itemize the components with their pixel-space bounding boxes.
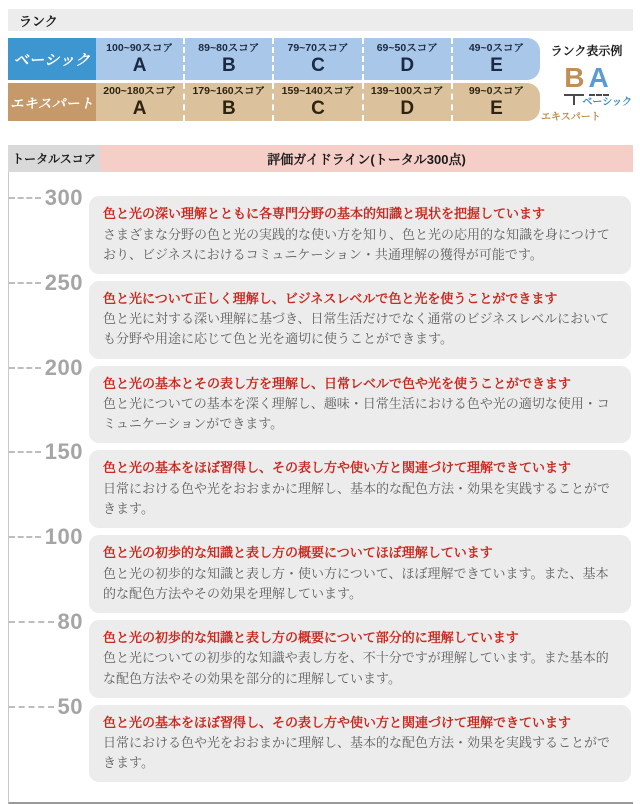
score-scale xyxy=(8,172,633,804)
tick-dash xyxy=(9,451,41,453)
page xyxy=(8,9,633,804)
guideline-body: 色と光についての基本を深く理解し、趣味・日常生活における色や光の適切な使用・コミュニケーションができます。 xyxy=(103,396,610,432)
guideline-title: 色と光の初歩的な知識と表し方の概要について部分的に理解しています xyxy=(103,629,519,645)
rank-display-example xyxy=(540,38,633,121)
guideline-body: さまざまな分野の色と光の実践的な使い方を知り、色と光の応用的な知識を身につけており、ビジネスにおけるコミュニケーション・共通理解の獲得が可能です。 xyxy=(103,226,610,262)
guideline-body: 色と光についての初歩的な知識や表し方を、不十分ですが理解しています。また基本的な配色方法やその効果を部分的に理解しています。 xyxy=(103,650,609,686)
grade-letter: D xyxy=(400,97,415,119)
guideline-title: 色と光について正しく理解し、ビジネスレベルで色と光を使うことができます xyxy=(103,290,558,306)
score-number: 50 xyxy=(57,693,83,719)
level-row-80 xyxy=(57,608,631,698)
score-range: 139~100スコア xyxy=(370,84,444,97)
total-score-header xyxy=(8,145,633,172)
level-row-150 xyxy=(44,439,631,528)
score-range: 99~0スコア xyxy=(468,84,524,97)
score-marker-300 xyxy=(9,186,83,210)
score-range: 100~90スコア xyxy=(106,41,174,54)
expert-connector-tick xyxy=(573,96,575,105)
rank-cell-basic-d xyxy=(362,38,451,80)
guideline-header: 評価ガイドライン(トータル300点) xyxy=(100,145,633,172)
score-range: 200~180スコア xyxy=(103,84,176,97)
guideline-card xyxy=(89,281,631,359)
guideline-card xyxy=(89,450,631,528)
grade-letter: A xyxy=(132,54,147,76)
grade-letter: E xyxy=(490,54,503,76)
score-marker-80 xyxy=(9,610,83,634)
rank-section-header xyxy=(8,9,633,31)
score-number: 300 xyxy=(44,185,83,210)
grade-letter: C xyxy=(311,54,325,76)
score-marker-100 xyxy=(9,525,83,549)
score-marker-250 xyxy=(9,271,83,295)
grade-letter: B xyxy=(221,54,236,76)
tick-dash xyxy=(9,536,41,538)
guideline-body: 日常における色や光をおおまかに理解し、基本的な配色方法・効果を実践することができます。 xyxy=(103,735,611,771)
guideline-title: 色と光の基本をほぼ習得し、その表し方や使い方と関連づけて理解できています xyxy=(103,460,572,476)
guideline-card xyxy=(89,196,631,274)
grade-letter: B xyxy=(221,97,236,119)
score-marker-200 xyxy=(9,356,83,380)
score-range: 159~140スコア xyxy=(281,84,355,97)
level-row-100 xyxy=(44,524,631,613)
score-number: 100 xyxy=(44,524,83,550)
tick-dash xyxy=(9,367,41,369)
score-number: 200 xyxy=(44,354,83,380)
score-number: 150 xyxy=(44,439,83,465)
expert-rank-label: エキスパート xyxy=(541,112,601,123)
guideline-body: 日常における色や光をおおまかに理解し、基本的な配色方法・効果を実践することができます。 xyxy=(103,480,611,516)
rank-cell-expert-b xyxy=(183,83,272,121)
rank-cell-basic-e xyxy=(451,38,540,80)
rank-area xyxy=(8,38,633,121)
guideline-title: 色と光の深い理解とともに各専門分野の基本的知識と現状を把握しています xyxy=(103,206,546,221)
rank-cell-expert-c xyxy=(272,83,361,121)
rank-cell-basic-a xyxy=(96,38,183,80)
level-row-200 xyxy=(44,354,631,444)
rank-cell-expert-e xyxy=(451,83,540,121)
level-row-50 xyxy=(57,693,631,783)
score-range: 49~0スコア xyxy=(468,41,524,54)
level-row-250 xyxy=(44,269,631,359)
rank-example-title: ランク表示例 xyxy=(550,44,623,58)
guideline-body: 色と光に対する深い理解に基づき、日常生活だけでなく通常のビジネスレベルにおいても分野や用途に応じて色と光を適切に使うことができます。 xyxy=(103,311,610,347)
rank-row-expert xyxy=(8,83,540,121)
score-range: 179~160スコア xyxy=(192,84,266,97)
score-marker-50 xyxy=(9,695,83,719)
rank-row-basic-cells xyxy=(96,38,540,80)
grade-letter: C xyxy=(311,97,325,119)
rank-section-title: ランク xyxy=(19,13,58,29)
tick-dash xyxy=(9,706,54,708)
grade-letter: A xyxy=(132,97,147,119)
rank-cell-basic-c xyxy=(272,38,361,80)
score-marker-150 xyxy=(9,440,83,464)
score-range: 79~70スコア xyxy=(287,41,349,54)
guideline-card xyxy=(89,620,631,698)
tick-dash xyxy=(9,197,41,199)
rank-cell-expert-d xyxy=(362,83,451,121)
level-row-300 xyxy=(44,185,631,274)
guideline-title: 色と光の基本をほぼ習得し、その表し方や使い方と関連づけて理解できています xyxy=(103,714,572,730)
rank-cell-basic-b xyxy=(183,38,272,80)
tick-dash xyxy=(9,621,54,623)
basic-rank-label: ベーシック xyxy=(582,97,632,108)
rank-row-basic xyxy=(8,38,540,80)
score-range: 89~80スコア xyxy=(198,41,260,54)
score-number: 250 xyxy=(44,269,83,295)
guideline-title: 色と光の初歩的な知識と表し方の概要についてほぼ理解しています xyxy=(103,545,493,561)
grade-letter: D xyxy=(400,54,415,76)
guideline-card xyxy=(89,366,631,444)
total-score-label: トータルスコア xyxy=(8,145,100,172)
basic-grade-letter: A xyxy=(588,62,609,93)
guideline-card xyxy=(89,535,631,613)
rank-cell-expert-a xyxy=(96,83,183,121)
guideline-card xyxy=(89,705,631,783)
tick-dash xyxy=(9,282,41,284)
expert-grade-letter: B xyxy=(564,62,585,93)
rank-row-expert-cells xyxy=(96,83,540,121)
rank-row-basic-label: ベーシック xyxy=(8,38,96,80)
score-number: 80 xyxy=(57,608,83,634)
score-range: 69~50スコア xyxy=(376,41,438,54)
guideline-body: 色と光の初歩的な知識と表し方・使い方について、ほぼ理解できています。また、基本的な配色方法やその効果を理解しています。 xyxy=(103,565,609,601)
guideline-title: 色と光の基本とその表し方を理解し、日常レベルで色や光を使うことができます xyxy=(103,375,572,391)
rank-table xyxy=(8,38,540,121)
grade-letter: E xyxy=(490,97,503,119)
rank-row-expert-label: エキスパート xyxy=(8,83,96,121)
